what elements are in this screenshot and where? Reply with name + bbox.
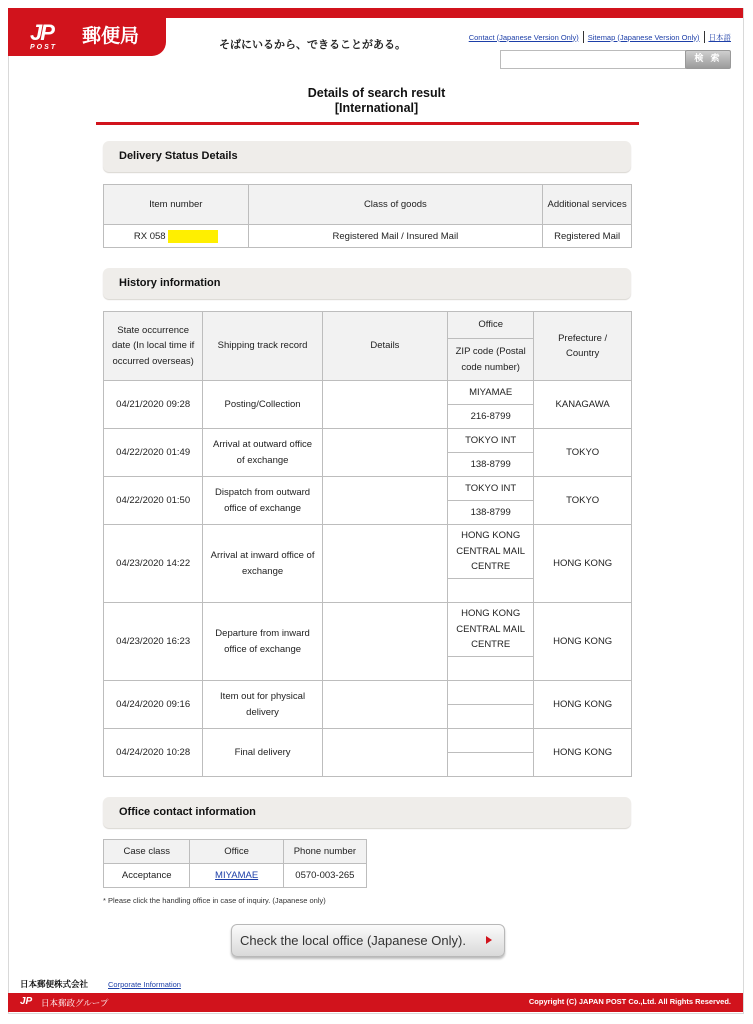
prefecture-cell: TOKYO	[534, 477, 632, 525]
prefecture-cell: HONG KONG	[534, 729, 632, 777]
column-prefecture: Prefecture / Country	[534, 312, 632, 381]
prefecture-cell: KANAGAWA	[534, 381, 632, 429]
office-cell: TOKYO INT	[448, 429, 534, 453]
column-office: Office	[448, 312, 534, 339]
record-cell: Arrival at inward office of exchange	[203, 525, 323, 603]
item-number: RX 058	[133, 230, 166, 242]
history-heading	[103, 268, 631, 299]
title-divider	[96, 122, 639, 125]
office-contact-heading	[103, 797, 631, 828]
details-cell	[322, 477, 447, 525]
prefecture-cell: TOKYO	[534, 429, 632, 477]
office-cell: MIYAMAE	[448, 381, 534, 405]
date-cell: 04/24/2020 09:16	[104, 681, 203, 729]
date-cell: 04/24/2020 10:28	[104, 729, 203, 777]
inquiry-note: * Please click the handling office in case of inquiry. (Japanese only)	[103, 896, 326, 905]
link-divider	[704, 31, 705, 43]
zip-cell	[448, 657, 534, 681]
table-row	[104, 381, 632, 405]
delivery-status-heading	[103, 141, 631, 172]
company-name: 日本郵便株式会社	[20, 980, 89, 990]
brand-name: 郵便局	[82, 25, 140, 47]
search-button[interactable]: 検 索	[685, 50, 731, 69]
zip-cell	[448, 753, 534, 777]
office-cell	[448, 729, 534, 753]
office-cell	[448, 681, 534, 705]
history-table	[103, 311, 632, 777]
redacted-highlight	[168, 230, 218, 243]
details-cell	[322, 681, 447, 729]
table-row	[104, 729, 632, 753]
office-cell: HONG KONG CENTRAL MAIL CENTRE	[448, 525, 534, 579]
check-local-office-button[interactable]	[231, 924, 505, 957]
record-cell: Arrival at outward office of exchange	[203, 429, 323, 477]
zip-cell	[448, 705, 534, 729]
prefecture-cell: HONG KONG	[534, 681, 632, 729]
section-heading-text: Delivery Status Details	[119, 150, 238, 162]
prefecture-cell: HONG KONG	[534, 603, 632, 681]
column-case-class: Case class	[104, 840, 190, 864]
office-cell	[190, 864, 283, 888]
table-row	[104, 864, 367, 888]
zip-cell: 138-8799	[448, 453, 534, 477]
contact-link[interactable]: Contact (Japanese Version Only)	[468, 32, 579, 42]
column-class-of-goods: Class of goods	[248, 185, 543, 225]
section-heading-text: History information	[119, 277, 221, 289]
record-cell: Final delivery	[203, 729, 323, 777]
button-label: Check the local office (Japanese Only).	[240, 933, 466, 948]
group-name: 日本郵政グループ	[41, 999, 109, 1009]
details-cell	[322, 381, 447, 429]
details-cell	[322, 603, 447, 681]
link-divider	[583, 31, 584, 43]
additional-services-cell: Registered Mail	[543, 225, 632, 248]
page-title	[0, 86, 753, 116]
column-zip: ZIP code (Postal code number)	[448, 339, 534, 381]
date-cell: 04/23/2020 14:22	[104, 525, 203, 603]
column-details: Details	[322, 312, 447, 381]
column-record: Shipping track record	[203, 312, 323, 381]
date-cell: 04/22/2020 01:49	[104, 429, 203, 477]
date-cell: 04/22/2020 01:50	[104, 477, 203, 525]
details-cell	[322, 525, 447, 603]
column-office: Office	[190, 840, 283, 864]
date-cell: 04/23/2020 16:23	[104, 603, 203, 681]
sitemap-link[interactable]: Sitemap (Japanese Version Only)	[587, 32, 700, 42]
office-cell: TOKYO INT	[448, 477, 534, 501]
zip-cell: 138-8799	[448, 501, 534, 525]
case-class-cell: Acceptance	[104, 864, 190, 888]
record-cell: Posting/Collection	[203, 381, 323, 429]
details-cell	[322, 729, 447, 777]
copyright: Copyright (C) JAPAN POST Co.,Ltd. All Rights Reserved.	[528, 997, 731, 1006]
japanese-link[interactable]: 日本語	[708, 32, 731, 42]
office-cell: HONG KONG CENTRAL MAIL CENTRE	[448, 603, 534, 657]
arrow-right-icon	[486, 936, 492, 944]
table-row	[104, 525, 632, 579]
jp-post-logo[interactable]	[30, 22, 74, 52]
table-row	[104, 681, 632, 705]
table-row	[104, 225, 632, 248]
prefecture-cell: HONG KONG	[534, 525, 632, 603]
section-heading-text: Office contact information	[119, 806, 256, 818]
column-additional-services: Additional services	[543, 185, 632, 225]
date-cell: 04/21/2020 09:28	[104, 381, 203, 429]
column-phone: Phone number	[283, 840, 366, 864]
zip-cell: 216-8799	[448, 405, 534, 429]
table-row	[104, 603, 632, 657]
record-cell: Departure from inward office of exchange	[203, 603, 323, 681]
record-cell: Item out for physical delivery	[203, 681, 323, 729]
footer-bar	[8, 993, 743, 1012]
details-cell	[322, 429, 447, 477]
office-contact-table	[103, 839, 367, 888]
logo-text: JP	[30, 20, 53, 45]
header-links	[469, 31, 731, 43]
title-line-1: Details of search result	[307, 86, 446, 100]
top-red-bar	[8, 8, 743, 18]
office-link[interactable]: MIYAMAE	[215, 870, 259, 881]
column-item-number: Item number	[104, 185, 249, 225]
delivery-status-table	[103, 184, 632, 248]
class-of-goods-cell: Registered Mail / Insured Mail	[248, 225, 543, 248]
title-line-2: [International]	[334, 101, 419, 115]
record-cell: Dispatch from outward office of exchange	[203, 477, 323, 525]
phone-cell: 0570-003-265	[283, 864, 366, 888]
search-input[interactable]	[500, 50, 686, 69]
logo-sub: POST	[30, 44, 58, 51]
table-row	[104, 477, 632, 501]
item-number-cell	[104, 225, 249, 248]
jp-group-logo: JP	[20, 996, 33, 1007]
tagline: そばにいるから、できることがある。	[219, 38, 406, 51]
column-date: State occurrence date (In local time if occurred overseas)	[104, 312, 203, 381]
corporate-information-link[interactable]: Corporate Information	[108, 980, 181, 989]
table-row	[104, 429, 632, 453]
zip-cell	[448, 579, 534, 603]
